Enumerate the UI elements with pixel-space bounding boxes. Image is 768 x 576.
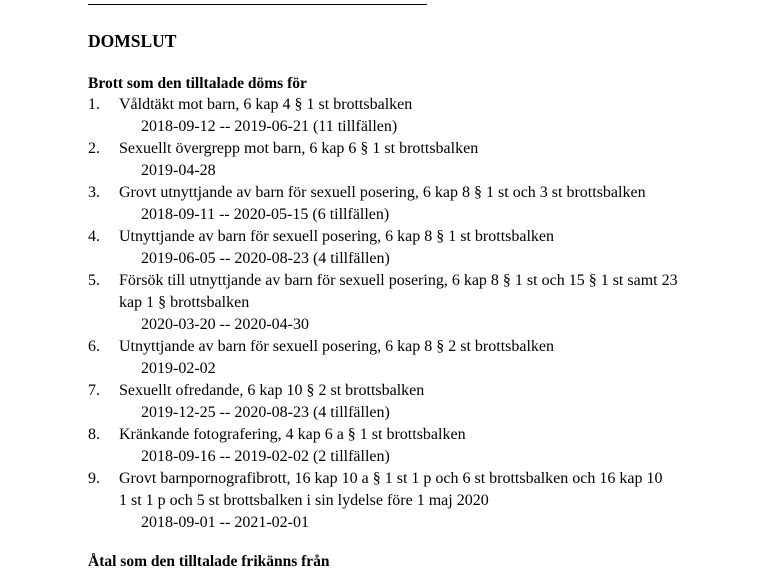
offense-item (0, 226, 768, 270)
offense-description: Grovt barnpornografibrott, 16 kap 10 a § 1 st 1 p och 6 st brottsbalken och 16 kap 10 1 st 1 p och 5 st brottsbalken i sin lydelse före 1 maj 2020 (119, 470, 663, 509)
offense-number: 3. (88, 184, 100, 201)
offense-number: 4. (88, 228, 100, 245)
offense-dates: 2018-09-11 -- 2020-05-15 (6 tillfällen) (141, 206, 390, 223)
offense-item (0, 138, 768, 182)
acquitted-subheading: Åtal som den tilltalade frikänns från (88, 553, 330, 570)
offense-number: 6. (88, 338, 100, 355)
offense-number: 2. (88, 140, 100, 157)
offense-list (0, 94, 768, 534)
offense-number: 7. (88, 382, 100, 399)
offense-description: Utnyttjande av barn för sexuell posering, 6 kap 8 § 1 st brottsbalken (119, 228, 555, 245)
offense-dates: 2019-12-25 -- 2020-08-23 (4 tillfällen) (141, 404, 390, 421)
convicted-subheading: Brott som den tilltalade döms för (88, 75, 307, 92)
section-heading: DOMSLUT (88, 31, 177, 51)
offense-item (0, 424, 768, 468)
offense-dates: 2019-06-05 -- 2020-08-23 (4 tillfällen) (141, 250, 390, 267)
offense-number: 5. (88, 272, 100, 289)
offense-dates: 2018-09-12 -- 2019-06-21 (11 tillfällen) (141, 118, 398, 135)
offense-description: Grovt utnyttjande av barn för sexuell posering, 6 kap 8 § 1 st och 3 st brottsbalken (119, 184, 646, 201)
offense-number: 1. (88, 96, 100, 113)
offense-number: 8. (88, 426, 100, 443)
offense-dates: 2020-03-20 -- 2020-04-30 (141, 316, 309, 333)
offense-description: Utnyttjande av barn för sexuell posering, 6 kap 8 § 2 st brottsbalken (119, 338, 555, 355)
offense-dates: 2018-09-01 -- 2021-02-01 (141, 514, 309, 531)
offense-item (0, 336, 768, 380)
offense-dates: 2019-04-28 (141, 162, 216, 179)
offense-number: 9. (88, 470, 100, 487)
offense-item (0, 468, 768, 534)
offense-item (0, 182, 768, 226)
offense-description: Försök till utnyttjande av barn för sexuell posering, 6 kap 8 § 1 st och 15 § 1 st samt 23 kap 1 § brottsbalken (119, 272, 678, 311)
offense-item (0, 380, 768, 424)
offense-dates: 2018-09-16 -- 2019-02-02 (2 tillfällen) (141, 448, 390, 465)
offense-description: Våldtäkt mot barn, 6 kap 4 § 1 st brottsbalken (119, 96, 413, 113)
top-rule (88, 4, 427, 5)
offense-description: Sexuellt ofredande, 6 kap 10 § 2 st brottsbalken (119, 382, 425, 399)
offense-item (0, 270, 768, 336)
offense-dates: 2019-02-02 (141, 360, 216, 377)
offense-description: Kränkande fotografering, 4 kap 6 a § 1 st brottsbalken (119, 426, 466, 443)
offense-item (0, 94, 768, 138)
offense-description: Sexuellt övergrepp mot barn, 6 kap 6 § 1 st brottsbalken (119, 140, 479, 157)
